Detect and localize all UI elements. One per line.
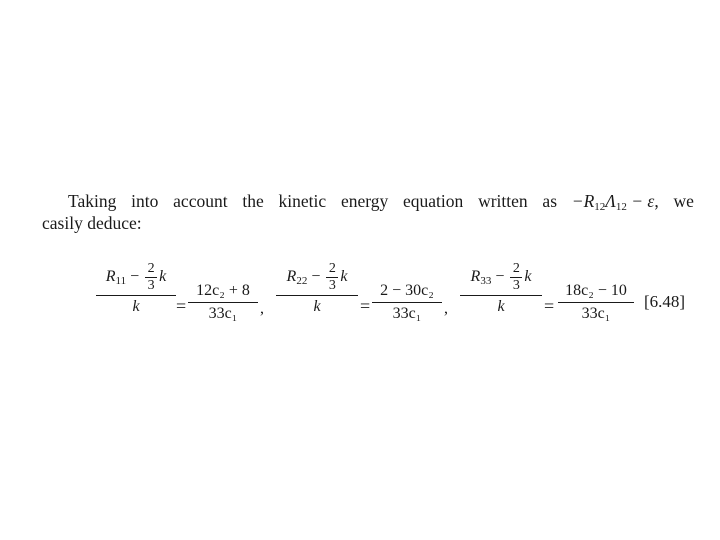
word: energy — [340, 191, 389, 211]
eq2-comma: , — [444, 300, 448, 317]
eq3-rhs-denominator: 33c₁ — [581, 305, 611, 322]
eq2-var: R — [286, 268, 297, 286]
eq1-var: R — [105, 268, 116, 286]
eq1-lhs-denominator: k — [132, 298, 140, 315]
eq3-lhs-denominator: k — [497, 298, 505, 315]
eq2-lhs-numerator — [287, 262, 348, 293]
expr-comma: , — [654, 191, 659, 211]
eq1-lhs-numerator — [106, 262, 167, 293]
eq3-sub: 33 — [480, 275, 492, 288]
paragraph-line-2: casily deduce: — [42, 213, 142, 233]
eq2-equals: = — [360, 296, 371, 316]
eq2-k: k — [340, 268, 348, 286]
eq2-rhs-fraction — [372, 282, 442, 323]
eq3-rhs-fraction — [558, 282, 634, 323]
inline-math-expression — [572, 190, 659, 218]
word: written — [478, 191, 528, 211]
word: as — [542, 191, 557, 211]
eq1-two: 2 — [147, 261, 155, 276]
eq3-rhs-numerator: 18c₂ − 10 — [565, 282, 627, 299]
eq2-two-thirds — [326, 262, 338, 293]
eq2-lhs-fraction — [276, 262, 358, 316]
eq1-lhs-fraction — [96, 262, 176, 316]
word: the — [242, 191, 264, 211]
eq2-lhs-denominator: k — [313, 298, 321, 315]
eq3-three: 3 — [512, 278, 520, 293]
eq1-rhs-denominator: 33c₁ — [208, 305, 238, 322]
eq2-rhs-denominator: 33c₁ — [392, 305, 422, 322]
word: Taking — [68, 191, 117, 211]
eq2-minus: − — [311, 268, 321, 286]
eq3-k: k — [524, 268, 532, 286]
eq3-two: 2 — [512, 261, 520, 276]
eq3-var: R — [470, 268, 481, 286]
eq2-sub: 22 — [296, 275, 308, 288]
expr-lambda: Λ — [605, 191, 616, 211]
eq3-lhs-fraction — [460, 262, 542, 316]
equation-row — [96, 258, 696, 340]
eq3-equals: = — [544, 296, 555, 316]
eq3-two-thirds — [510, 262, 522, 293]
word: account — [173, 191, 228, 211]
equation-number: [6.48] — [644, 292, 686, 311]
word: into — [131, 191, 159, 211]
eq2-two: 2 — [328, 261, 336, 276]
eq2-three: 3 — [328, 278, 336, 293]
eq1-comma: , — [260, 300, 264, 317]
eq2-rhs-numerator: 2 − 30c₂ — [380, 282, 434, 299]
eq1-equals: = — [176, 296, 187, 316]
expr-lead: −R — [571, 191, 595, 211]
eq1-rhs-fraction — [188, 282, 258, 323]
eq3-minus: − — [495, 268, 505, 286]
word: we — [673, 191, 694, 211]
expr-subscript: 12 — [594, 201, 606, 213]
eq1-minus: − — [130, 268, 140, 286]
eq1-rhs-numerator: 12c₂ + 8 — [196, 282, 250, 299]
eq1-two-thirds — [145, 262, 157, 293]
eq1-sub: 11 — [115, 275, 127, 288]
expr-epsilon: − ε — [631, 191, 655, 211]
paragraph-line-1 — [68, 190, 694, 218]
eq1-k: k — [159, 268, 167, 286]
expr-subscript: 12 — [615, 201, 627, 213]
word: equation — [403, 191, 464, 211]
word: kinetic — [278, 191, 327, 211]
eq3-lhs-numerator — [471, 262, 532, 293]
eq1-three: 3 — [147, 278, 155, 293]
